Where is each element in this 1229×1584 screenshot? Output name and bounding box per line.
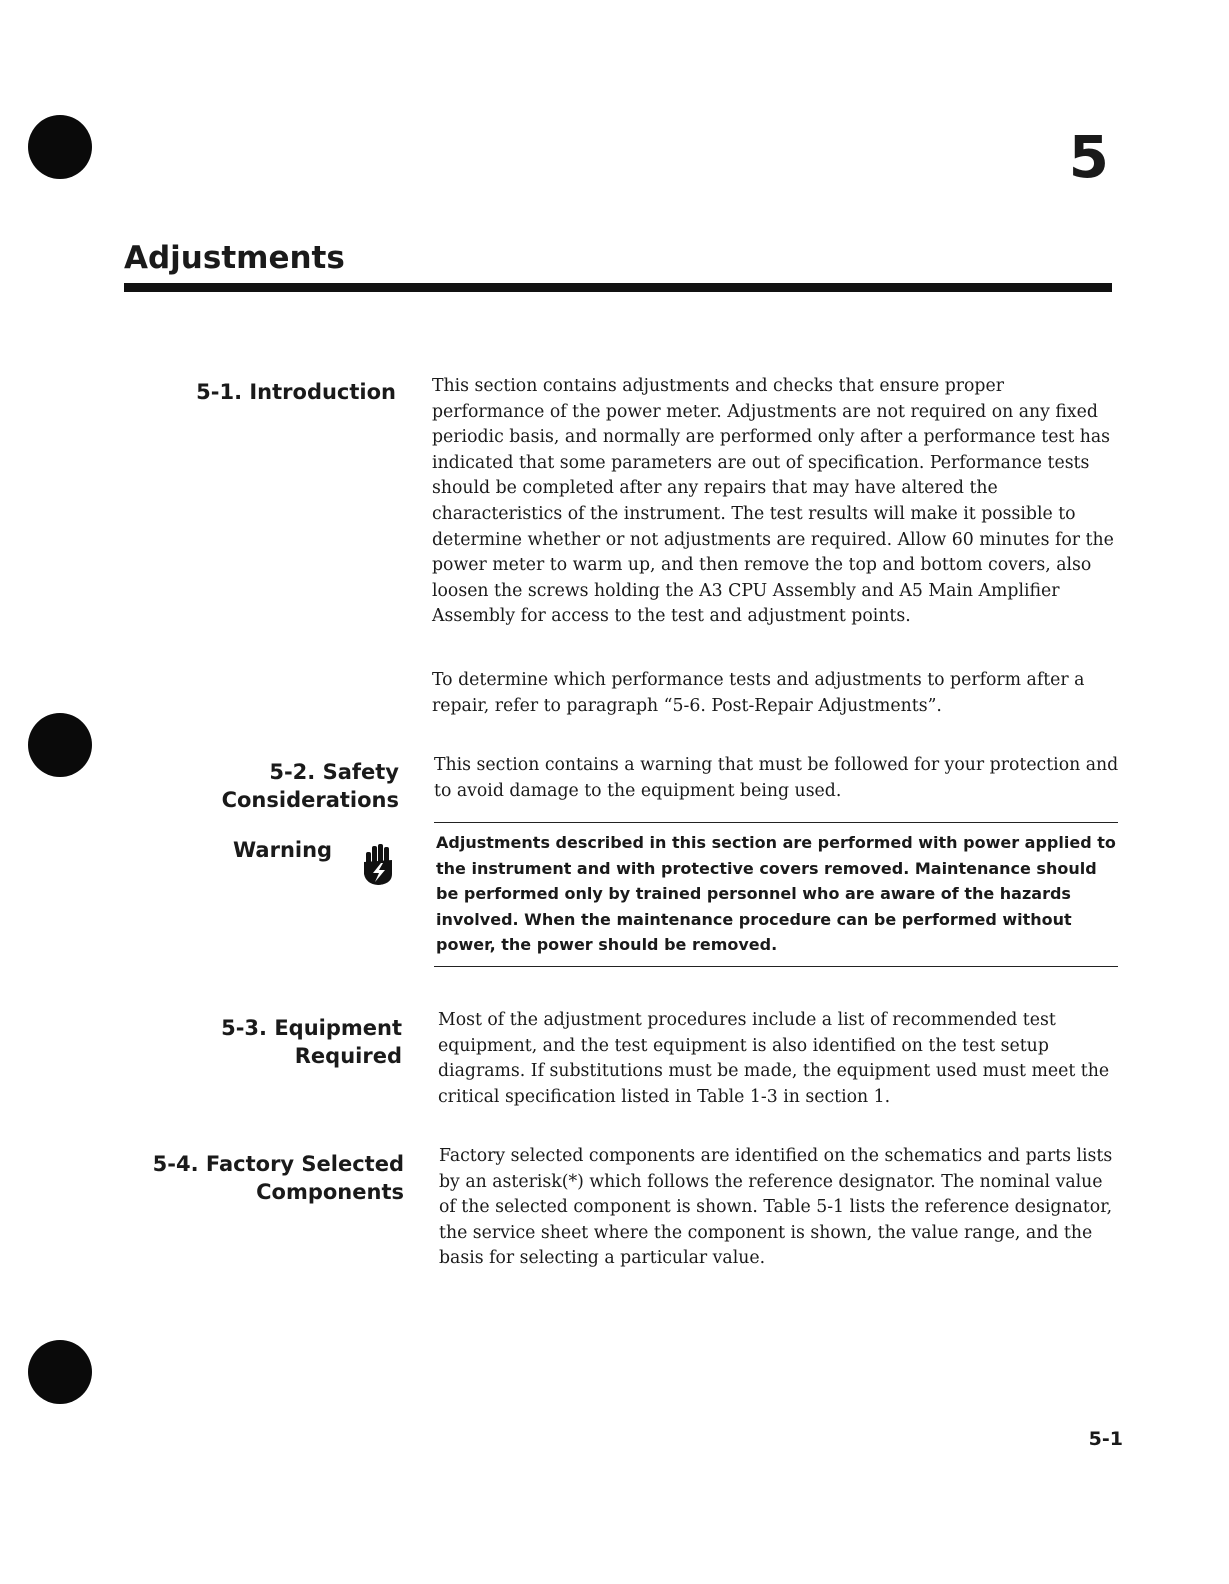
equipment-heading-line2: Required xyxy=(294,1044,402,1068)
hand-lightning-icon xyxy=(360,842,396,886)
warning-bottom-rule xyxy=(434,966,1118,967)
warning-top-rule xyxy=(434,822,1118,823)
safety-paragraph: This section contains a warning that must be followed for your protection and to avoid damage to the equipment being used. xyxy=(434,755,1119,801)
section-heading-safety xyxy=(99,758,399,814)
equipment-paragraph: Most of the adjustment procedures include a list of recommended test equipment, and the test equipment is also identified on the test setup diagrams. If substitutions must be made, the equipment used must meet the critical specification listed in Table 1-3 in section 1. xyxy=(438,1010,1110,1107)
introduction-paragraph-1: This section contains adjustments and checks that ensure proper performance of the power meter. Adjustments are not required on any fixed periodic basis, and normally are performed only after a performance test has indicated that some parameters are out of specification. Performance tests should be completed after any repairs that may have altered the characteristics of the instrument. The test results will make it possible to determine whether or not adjustments are required. Allow 60 minutes for the power meter to warm up, and then remove the top and bottom covers, also loosen the screws holding the A3 CPU Assembly and A5 Main Amplifier Assembly for access to the test and adjustment points. xyxy=(432,376,1114,627)
title-rule xyxy=(124,283,1112,292)
safety-heading-line1: 5-2. Safety xyxy=(269,760,399,784)
warning-label: Warning xyxy=(233,838,333,862)
warning-text: Adjustments described in this section are performed with power applied to the instrument and with protective covers removed. Maintenance should be performed only by trained personnel who are aware of the hazards involved. When the maintenance procedure can be performed without power, the power should be removed. xyxy=(436,833,1116,954)
chapter-title: Adjustments xyxy=(124,240,345,276)
introduction-paragraph-2: To determine which performance tests and adjustments to perform after a repair, refer to paragraph “5-6. Post-Repair Adjustments”. xyxy=(432,670,1085,716)
chapter-number: 5 xyxy=(1068,123,1109,191)
safety-heading-line2: Considerations xyxy=(221,788,399,812)
equipment-heading-line1: 5-3. Equipment xyxy=(221,1016,402,1040)
factory-selected-paragraph: Factory selected components are identified on the schematics and parts lists by an asterisk(*) which follows the reference designator. The nominal value of the selected component is shown. Table 5-1 lists the reference designator, the service sheet where the component is shown, the value range, and the basis for selecting a particular value. xyxy=(439,1146,1113,1269)
section-heading-equipment xyxy=(102,1014,402,1070)
factory-heading-line2: Components xyxy=(256,1180,404,1204)
binder-hole-middle xyxy=(28,713,92,777)
section-heading-factory-selected xyxy=(104,1150,404,1206)
page-number: 5-1 xyxy=(1088,1428,1123,1450)
section-heading-introduction: 5-1. Introduction xyxy=(196,380,396,404)
binder-hole-bottom xyxy=(28,1340,92,1404)
binder-hole-top xyxy=(28,115,92,179)
factory-heading-line1: 5-4. Factory Selected xyxy=(152,1152,404,1176)
